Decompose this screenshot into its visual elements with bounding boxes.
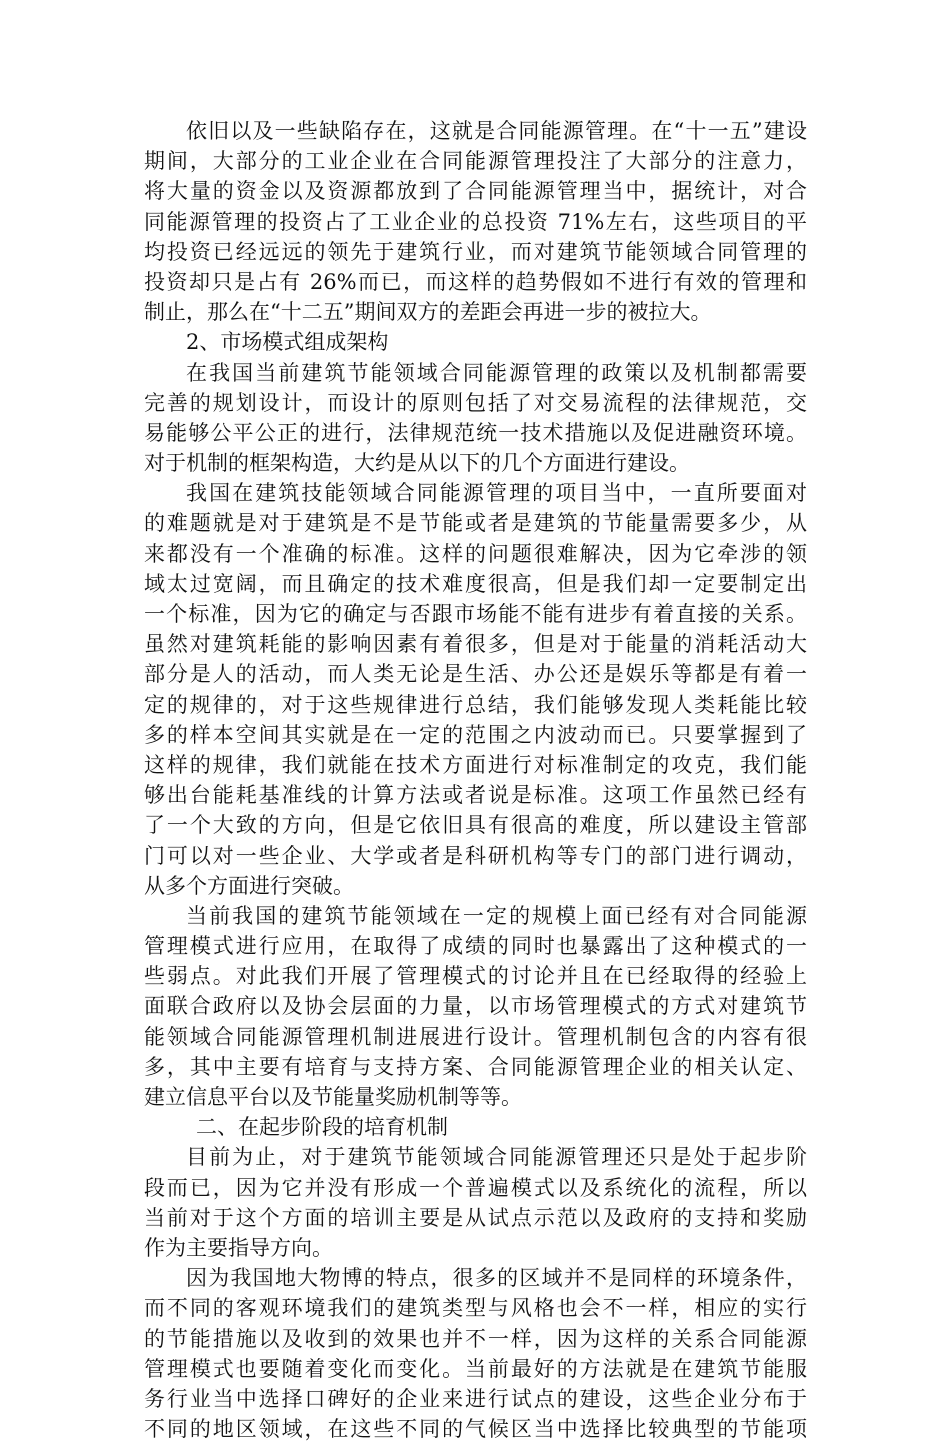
text-line: 制止，那么在“十二五”期间双方的差距会再进一步的被拉大。 <box>144 300 712 325</box>
text-line: 多，其中主要有培育与支持方案、合同能源管理企业的相关认定、 <box>144 1054 807 1079</box>
text-line: 二、在起步阶段的培育机制 <box>196 1115 448 1140</box>
text-line: 域太过宽阔，而且确定的技术难度很高，但是我们却一定要制定出 <box>144 571 807 596</box>
text-line: 管理模式进行应用，在取得了成绩的同时也暴露出了这种模式的一 <box>144 934 807 959</box>
text-line: 多的样本空间其实就是在一定的范围之内波动而已。只要掌握到了 <box>144 722 807 747</box>
text-line: 同能源管理的投资占了工业企业的总投资 71%左右，这些项目的平 <box>144 209 807 234</box>
paragraph <box>144 358 807 479</box>
text-line: 部分是人的活动，而人类无论是生活、办公还是娱乐等都是有着一 <box>144 662 807 687</box>
paragraph <box>144 901 807 1112</box>
text-line: 当前我国的建筑节能领域在一定的规模上面已经有对合同能源 <box>186 903 807 928</box>
text-line: 来都没有一个准确的标准。这样的问题很难解决，因为它牵涉的领 <box>144 541 807 566</box>
section-heading <box>144 327 807 357</box>
text-line: 而不同的客观环境我们的建筑类型与风格也会不一样，相应的实行 <box>144 1296 807 1321</box>
text-line: 从多个方面进行突破。 <box>144 873 354 898</box>
text-line: 这样的规律，我们就能在技术方面进行对标准制定的攻克，我们能 <box>144 752 807 777</box>
text-line: 完善的规划设计，而设计的原则包括了对交易流程的法律规范，交 <box>144 390 807 415</box>
document-body <box>144 116 807 1444</box>
text-line: 在我国当前建筑节能领域合同能源管理的政策以及机制都需要 <box>186 360 807 385</box>
text-line: 的节能措施以及收到的效果也并不一样，因为这样的关系合同能源 <box>144 1326 807 1351</box>
text-line: 我国在建筑技能领域合同能源管理的项目当中，一直所要面对 <box>186 481 807 506</box>
text-line: 虽然对建筑耗能的影响因素有着很多，但是对于能量的消耗活动大 <box>144 632 807 657</box>
text-line: 2、市场模式组成架构 <box>186 330 389 355</box>
text-line: 务行业当中选择口碑好的企业来进行试点的建设，这些企业分布于 <box>144 1386 807 1411</box>
text-line: 期间，大部分的工业企业在合同能源管理投注了大部分的注意力， <box>144 149 807 174</box>
text-line: 了一个大致的方向，但是它依旧具有很高的难度，所以建设主管部 <box>144 813 807 838</box>
text-line: 均投资已经远远的领先于建筑行业，而对建筑节能领域合同管理的 <box>144 239 807 264</box>
text-line: 能领域合同能源管理机制进展进行设计。管理机制包含的内容有很 <box>144 1024 807 1049</box>
text-line: 作为主要指导方向。 <box>144 1235 333 1260</box>
text-line: 些弱点。对此我们开展了管理模式的讨论并且在已经取得的经验上 <box>144 964 807 989</box>
text-line: 易能够公平公正的进行，法律规范统一技术措施以及促进融资环境。 <box>144 420 807 445</box>
text-line: 门可以对一些企业、大学或者是科研机构等专门的部门进行调动， <box>144 843 807 868</box>
text-line: 依旧以及一些缺陷存在，这就是合同能源管理。在“十一五”建设 <box>186 119 807 143</box>
text-line: 的难题就是对于建筑是不是节能或者是建筑的节能量需要多少，从 <box>144 511 807 536</box>
paragraph <box>144 1142 807 1263</box>
text-line: 管理模式也要随着变化而变化。当前最好的方法就是在建筑节能服 <box>144 1356 807 1381</box>
paragraph <box>144 1263 807 1444</box>
section-heading <box>144 1112 807 1142</box>
text-line: 一个标准，因为它的确定与否跟市场能不能有进步有着直接的关系。 <box>144 602 807 626</box>
text-line: 目前为止，对于建筑节能领域合同能源管理还只是处于起步阶 <box>186 1145 807 1170</box>
text-line: 段而已，因为它并没有形成一个普遍模式以及系统化的流程，所以 <box>144 1175 807 1200</box>
text-line: 对于机制的框架构造，大约是从以下的几个方面进行建设。 <box>144 451 690 476</box>
text-line: 投资却只是占有 26%而已，而这样的趋势假如不进行有效的管理和 <box>144 269 807 294</box>
text-line: 面联合政府以及协会层面的力量，以市场管理模式的方式对建筑节 <box>144 994 807 1019</box>
text-line: 当前对于这个方面的培训主要是从试点示范以及政府的支持和奖励 <box>144 1205 807 1230</box>
text-line: 将大量的资金以及资源都放到了合同能源管理当中，据统计，对合 <box>144 179 807 204</box>
text-line: 够出台能耗基准线的计算方法或者说是标准。这项工作虽然已经有 <box>144 783 807 808</box>
paragraph <box>144 478 807 901</box>
paragraph <box>144 116 807 327</box>
text-line: 建立信息平台以及节能量奖励机制等等。 <box>144 1085 522 1109</box>
text-line: 不同的地区领域，在这些不同的气候区当中选择比较典型的节能项 <box>144 1417 807 1442</box>
text-line: 因为我国地大物博的特点，很多的区域并不是同样的环境条件， <box>186 1266 807 1291</box>
text-line: 定的规律的，对于这些规律进行总结，我们能够发现人类耗能比较 <box>144 692 807 717</box>
